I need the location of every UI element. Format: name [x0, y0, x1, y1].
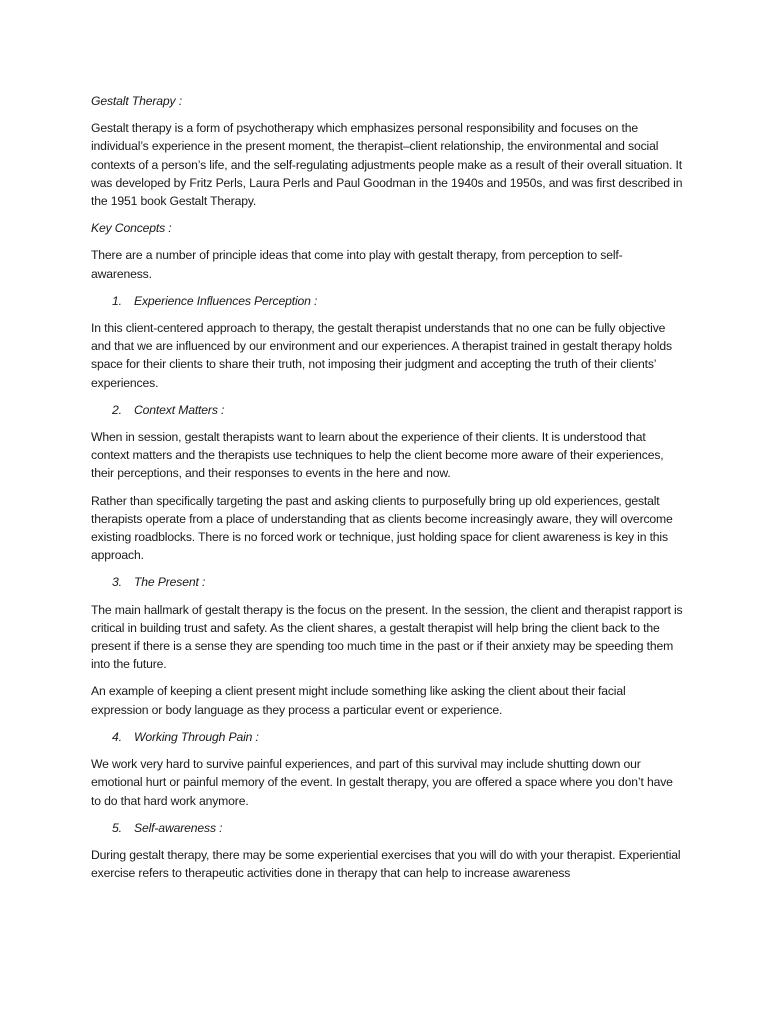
- section-title: Working Through Pain :: [134, 729, 259, 744]
- section-title: Self-awareness :: [134, 820, 223, 835]
- section-number: 4.: [112, 729, 122, 744]
- section-paragraph: During gestalt therapy, there may be some experiential exercises that you will do with your therapist. Experiential exercise refers to therapeutic activities done in therapy that can help to increase awareness: [91, 847, 681, 881]
- section-heading-self-awareness: [91, 819, 683, 837]
- section-paragraph: We work very hard to survive painful experiences, and part of this survival may include shutting down our emotional hurt or painful memory of the event. In gestalt therapy, you are offered a space where you don’t have to do that hard work anymore.: [91, 757, 673, 808]
- section-number: 3.: [112, 575, 122, 590]
- document-title: Gestalt Therapy :: [91, 94, 182, 108]
- section-title: Context Matters :: [134, 402, 225, 417]
- section-heading-experience-influences-perception: [91, 292, 683, 310]
- section-title: The Present :: [134, 575, 206, 590]
- section-paragraph: Rather than specifically targeting the past and asking clients to purposefully bring up old experiences, gestalt therapists operate from a place of understanding that as clients become increasingly aware, they will overcome existing roadblocks. There is no forced work or technique, just holding space for client awareness is key in this approach.: [91, 493, 673, 563]
- section-paragraph: An example of keeping a client present might include something like asking the client about their facial expression or body language as they process a particular event or experience.: [91, 684, 626, 717]
- key-concepts-intro: There are a number of principle ideas that come into play with gestalt therapy, from perception to self-awareness.: [91, 248, 623, 281]
- section-heading-working-through-pain: [91, 728, 683, 746]
- section-heading-context-matters: [91, 401, 683, 419]
- section-title: Experience Influences Perception :: [134, 293, 318, 308]
- section-paragraph: In this client-centered approach to therapy, the gestalt therapist understands that no one can be fully objective and that we are influenced by our environment and our experiences. A therapist trained in gestalt therapy holds space for their clients to share their truth, not imposing their judgment and accepting the truth of their clients’ experiences.: [91, 321, 672, 390]
- section-paragraph: The main hallmark of gestalt therapy is the focus on the present. In the session, the client and therapist rapport is critical in building trust and safety. As the client shares, a gestalt therapist will help bring the client back to the present if there is a sense they are spending too much time in the past or if their anxiety may be speeding them into the future.: [91, 602, 683, 672]
- section-number: 5.: [112, 820, 122, 835]
- intro-paragraph: Gestalt therapy is a form of psychotherapy which emphasizes personal responsibility and focuses on the individual’s experience in the present moment, the therapist–client relationship, the environmental and social contexts of a person’s life, and the self-regulating adjustments people make as a result of their overall situation. It was developed by Fritz Perls, Laura Perls and Paul Goodman in the 1940s and 1950s, and was first described in the 1951 book Gestalt Therapy.: [91, 121, 683, 209]
- key-concepts-heading: Key Concepts :: [91, 221, 172, 236]
- section-heading-the-present: [91, 573, 683, 591]
- section-paragraph: When in session, gestalt therapists want to learn about the experience of their clients. It is understood that context matters and the therapists use techniques to help the client become more aware of their experiences, their perceptions, and their responses to events in the here and now.: [91, 430, 664, 481]
- section-number: 2.: [112, 402, 122, 417]
- section-number: 1.: [112, 293, 122, 308]
- document-page: [91, 92, 683, 891]
